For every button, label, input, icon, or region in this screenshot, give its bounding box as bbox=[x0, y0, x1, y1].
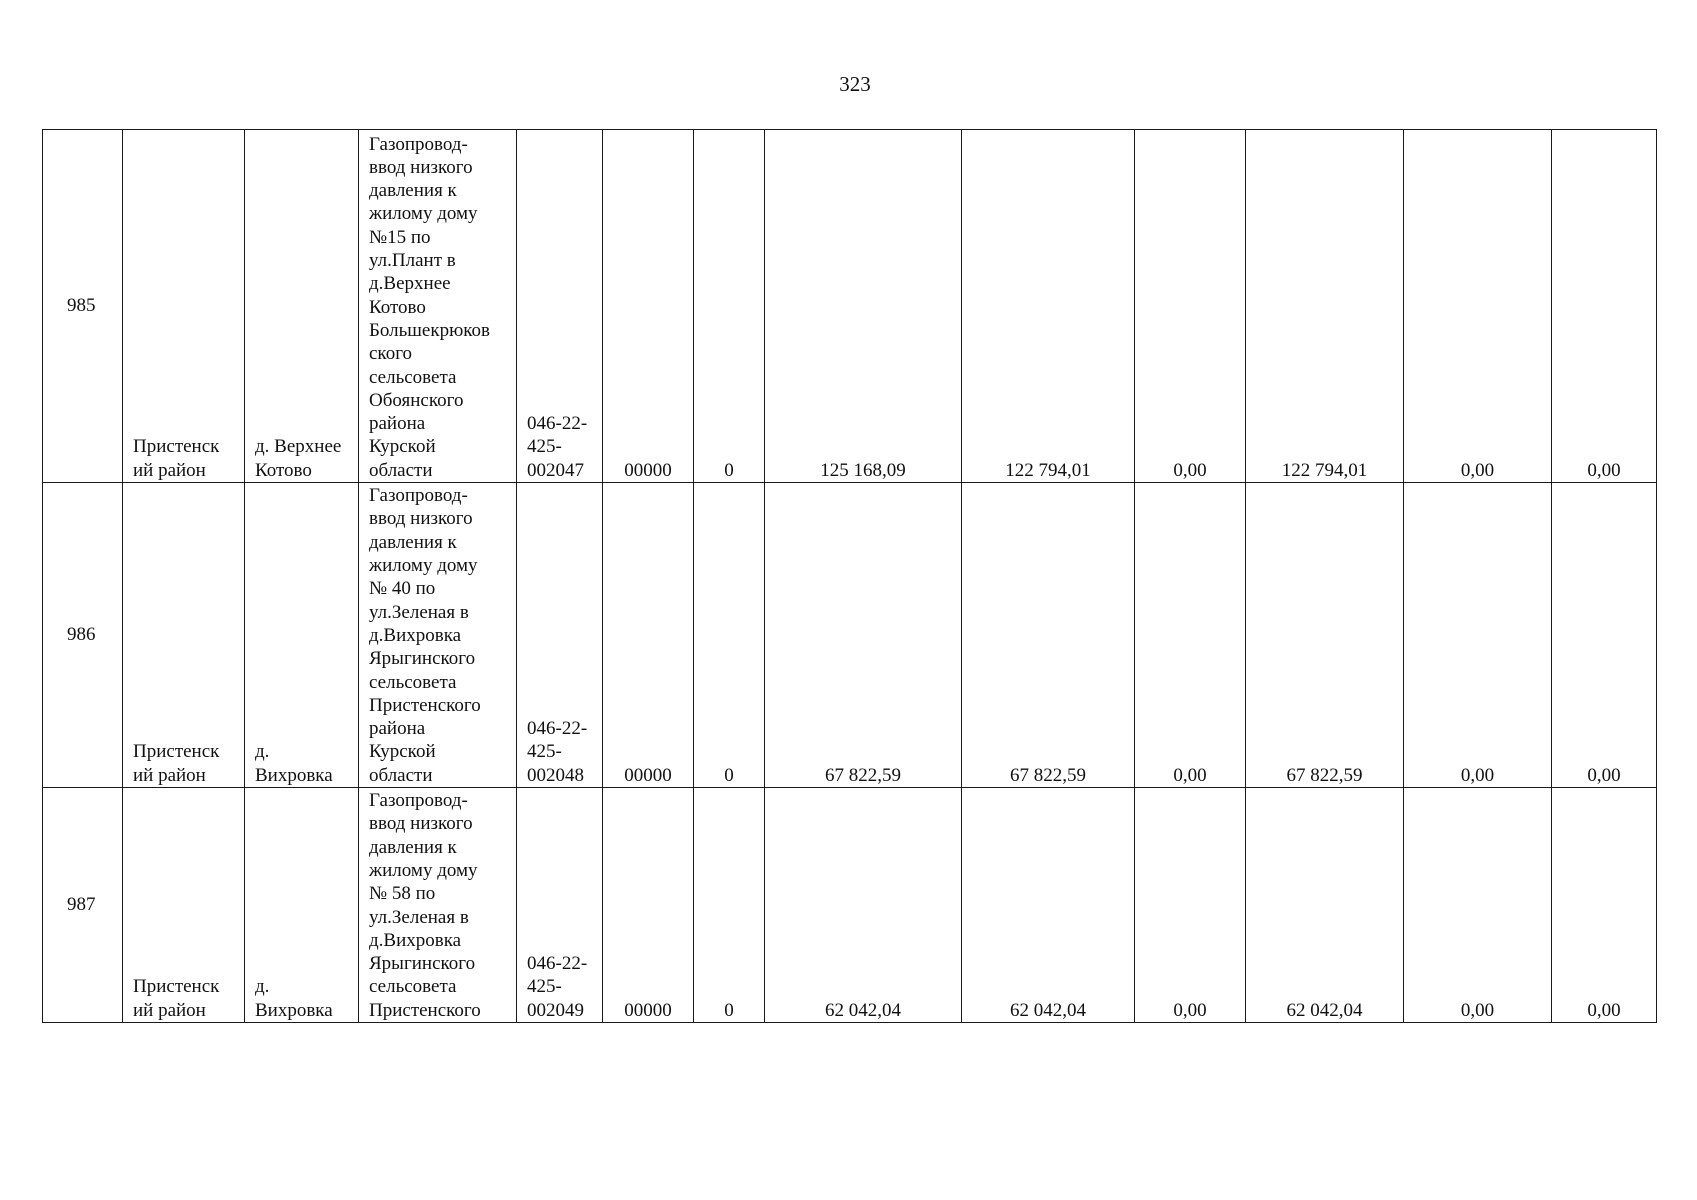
code2: 00000 bbox=[624, 764, 672, 786]
row-number-cell bbox=[43, 483, 123, 788]
sum3: 0,00 bbox=[1173, 999, 1207, 1021]
sum1-cell bbox=[765, 788, 962, 1023]
code3-cell bbox=[694, 788, 765, 1023]
sum2: 67 822,59 bbox=[1010, 764, 1086, 786]
sum6: 0,00 bbox=[1587, 764, 1621, 786]
object-name-cell bbox=[359, 788, 517, 1023]
sum4: 122 794,01 bbox=[1281, 459, 1368, 481]
row-number-cell bbox=[43, 130, 123, 483]
locality-cell bbox=[245, 130, 359, 483]
row-number-cell bbox=[43, 788, 123, 1023]
sum5-cell bbox=[1404, 130, 1552, 483]
district-cell bbox=[123, 483, 245, 788]
object-name-cell bbox=[359, 483, 517, 788]
code3: 0 bbox=[724, 999, 734, 1021]
sum1-cell bbox=[765, 483, 962, 788]
table-row bbox=[43, 483, 1657, 788]
sum4-cell bbox=[1246, 788, 1404, 1023]
sum2: 62 042,04 bbox=[1010, 999, 1086, 1021]
sum5: 0,00 bbox=[1460, 459, 1495, 481]
sum3: 0,00 bbox=[1173, 459, 1207, 481]
sum3-cell bbox=[1135, 130, 1246, 483]
locality-cell bbox=[245, 483, 359, 788]
sum2-cell bbox=[962, 788, 1135, 1023]
locality-cell bbox=[245, 788, 359, 1023]
code3-cell bbox=[694, 130, 765, 483]
object-name: Газопровод- ввод низкого давления к жилому дому № 58 по ул.Зеленая в д.Вихровка Ярыгинского сельсовета Пристенского bbox=[369, 790, 481, 1021]
row-number: 986 bbox=[67, 624, 96, 646]
code2-cell bbox=[603, 130, 694, 483]
reg-code: 046-22- 425- 002047 bbox=[527, 413, 588, 481]
district-cell bbox=[123, 130, 245, 483]
sum6: 0,00 bbox=[1587, 999, 1621, 1021]
sum5: 0,00 bbox=[1460, 764, 1495, 786]
district: Пристенск ий район bbox=[133, 976, 220, 1021]
code3-cell bbox=[694, 483, 765, 788]
sum6: 0,00 bbox=[1587, 459, 1621, 481]
sum6-cell bbox=[1552, 130, 1657, 483]
sum2: 122 794,01 bbox=[1005, 459, 1091, 481]
sum4-cell bbox=[1246, 130, 1404, 483]
reg-code-cell bbox=[517, 130, 603, 483]
district: Пристенск ий район bbox=[133, 741, 220, 786]
sum5: 0,00 bbox=[1460, 999, 1495, 1021]
object-name: Газопровод- ввод низкого давления к жилому дому № 40 по ул.Зеленая в д.Вихровка Ярыгинского сельсовета Пристенского района Курской области bbox=[369, 485, 481, 786]
sum2-cell bbox=[962, 483, 1135, 788]
code2-cell bbox=[603, 483, 694, 788]
sum2-cell bbox=[962, 130, 1135, 483]
object-name-cell bbox=[359, 130, 517, 483]
code3: 0 bbox=[724, 764, 734, 786]
reg-code: 046-22- 425- 002048 bbox=[527, 718, 588, 786]
district: Пристенск ий район bbox=[133, 436, 220, 481]
table-row bbox=[43, 788, 1657, 1023]
sum1-cell bbox=[765, 130, 962, 483]
reg-code: 046-22- 425- 002049 bbox=[527, 953, 588, 1021]
sum6-cell bbox=[1552, 483, 1657, 788]
code2: 00000 bbox=[624, 999, 672, 1021]
sum1: 67 822,59 bbox=[825, 764, 901, 786]
code2-cell bbox=[603, 788, 694, 1023]
reg-code-cell bbox=[517, 788, 603, 1023]
sum1: 125 168,09 bbox=[820, 459, 906, 481]
sum5-cell bbox=[1404, 788, 1552, 1023]
locality: д. Вихровка bbox=[255, 741, 333, 786]
sum3-cell bbox=[1135, 788, 1246, 1023]
sum6-cell bbox=[1552, 788, 1657, 1023]
row-number: 985 bbox=[67, 295, 96, 317]
register-table bbox=[42, 129, 1657, 1023]
page-number: 323 bbox=[839, 72, 871, 96]
locality: д. Вихровка bbox=[255, 976, 333, 1021]
reg-code-cell bbox=[517, 483, 603, 788]
sum4: 67 822,59 bbox=[1286, 764, 1363, 786]
object-name: Газопровод- ввод низкого давления к жилому дому №15 по ул.Плант в д.Верхнее Котово Большекрюков ского сельсовета Обоянского района Курской области bbox=[369, 133, 491, 481]
row-number: 987 bbox=[67, 894, 96, 916]
locality: д. Верхнее Котово bbox=[255, 436, 342, 481]
sum5-cell bbox=[1404, 483, 1552, 788]
sum4: 62 042,04 bbox=[1286, 999, 1363, 1021]
sum1: 62 042,04 bbox=[825, 999, 901, 1021]
sum4-cell bbox=[1246, 483, 1404, 788]
table-row bbox=[43, 130, 1657, 483]
sum3-cell bbox=[1135, 483, 1246, 788]
code2: 00000 bbox=[624, 459, 672, 481]
sum3: 0,00 bbox=[1173, 764, 1207, 786]
district-cell bbox=[123, 788, 245, 1023]
code3: 0 bbox=[724, 459, 734, 481]
